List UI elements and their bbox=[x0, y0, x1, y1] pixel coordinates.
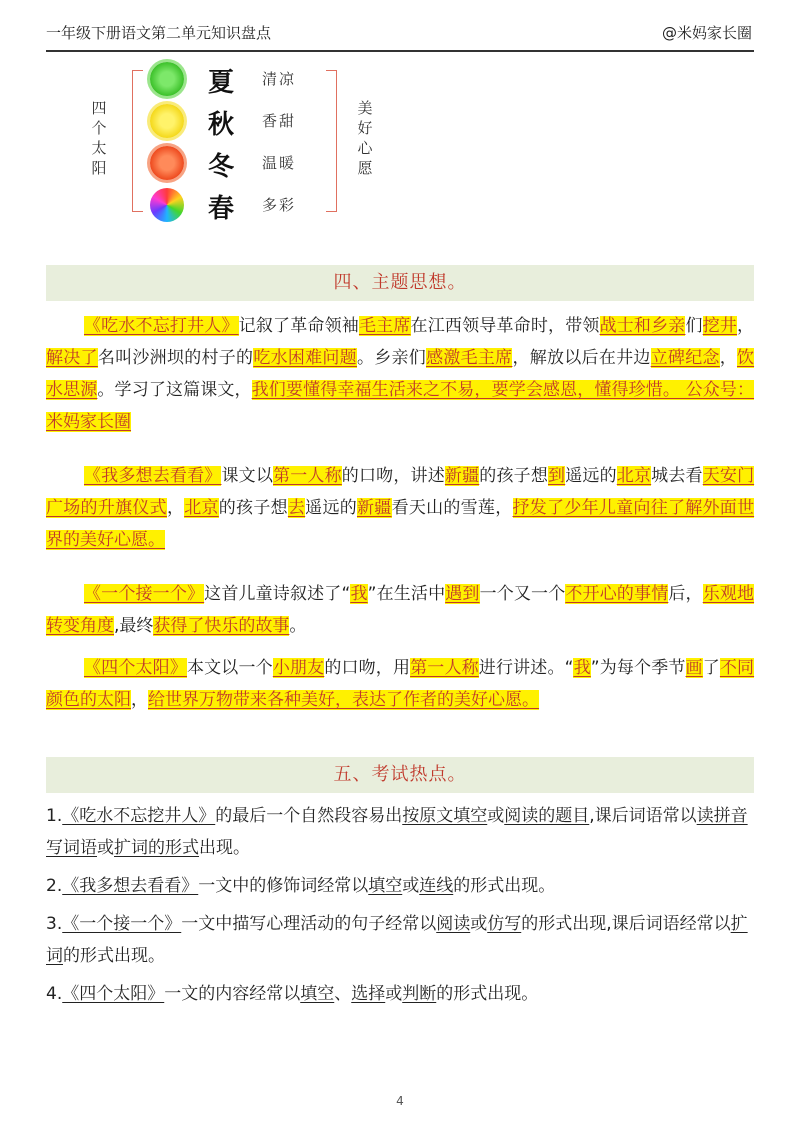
left-label-char: 四 bbox=[91, 99, 107, 117]
paragraph-yige-jie-yige bbox=[46, 578, 754, 642]
highlighted-text: 我 bbox=[573, 658, 591, 678]
text-run: 3. bbox=[46, 914, 63, 934]
left-label-char: 阳 bbox=[91, 159, 107, 177]
green-sun-icon bbox=[150, 62, 184, 96]
four-suns-diagram bbox=[90, 62, 390, 222]
highlighted-text: 新疆 bbox=[357, 498, 392, 518]
highlighted-text: 遇到 bbox=[445, 584, 480, 604]
text-run: 的口吻，用 bbox=[324, 658, 411, 678]
text-run: 、 bbox=[334, 984, 352, 1004]
exam-point-item bbox=[46, 908, 754, 972]
header-brand: @米妈家长圈 bbox=[661, 24, 752, 42]
text-run: 了 bbox=[702, 658, 720, 678]
highlighted-text: 我 bbox=[350, 584, 368, 604]
text-run: 的口吻，讲述 bbox=[341, 466, 445, 486]
rainbow-sun-icon bbox=[150, 188, 184, 222]
text-run: 或 bbox=[470, 914, 488, 934]
text-run: 们 bbox=[685, 316, 703, 336]
exam-points-list bbox=[46, 800, 754, 1016]
highlighted-text: 《我多想去看看》 bbox=[84, 466, 222, 486]
highlighted-text: 我们要懂得幸福生活来之不易，要学会感恩，懂得珍惜。 公众号：米妈家长圈 bbox=[46, 380, 755, 432]
season-autumn: 秋 bbox=[208, 110, 235, 140]
underlined-text: 仿写 bbox=[487, 914, 522, 934]
paragraph-chishui bbox=[46, 310, 754, 438]
highlighted-text: 画 bbox=[685, 658, 703, 678]
right-label-char: 好 bbox=[357, 119, 373, 137]
text-run: 或 bbox=[97, 838, 114, 858]
text-run: 的形式出现。 bbox=[453, 876, 556, 896]
text-run: 这首儿童诗叙述了“ bbox=[204, 584, 351, 604]
text-run: ,最终 bbox=[114, 616, 154, 636]
left-bracket bbox=[132, 70, 143, 212]
underlined-text: 选择 bbox=[351, 984, 386, 1004]
left-label-char: 太 bbox=[91, 139, 107, 157]
text-run: 或 bbox=[402, 876, 420, 896]
text-run: ， bbox=[719, 348, 738, 368]
right-vertical-label bbox=[356, 98, 374, 178]
text-run: 1. bbox=[46, 806, 63, 826]
highlighted-text: 北京 bbox=[616, 466, 652, 486]
underlined-text: 扩词的形式 bbox=[114, 838, 199, 858]
highlighted-text: 到 bbox=[548, 466, 566, 486]
highlighted-text: 获得了快乐的故事 bbox=[153, 616, 290, 636]
text-run: 遥远的 bbox=[565, 466, 617, 486]
highlighted-text: 北京 bbox=[184, 498, 219, 518]
highlighted-text: 新疆 bbox=[444, 466, 480, 486]
highlighted-text: 去 bbox=[287, 498, 306, 518]
highlighted-text: 《一个接一个》 bbox=[84, 584, 205, 604]
paragraph-wo-duo-xiang bbox=[46, 460, 754, 556]
section4-title: 四、主题思想。 bbox=[46, 265, 754, 301]
underlined-text: 按原文填空 bbox=[402, 806, 488, 826]
text-run: 或 bbox=[385, 984, 403, 1004]
text-run: 进行讲述。“ bbox=[478, 658, 574, 678]
text-run: ， bbox=[131, 690, 148, 710]
right-label-char: 愿 bbox=[357, 159, 373, 177]
highlighted-text: 解决了 bbox=[46, 348, 98, 368]
right-label-char: 心 bbox=[357, 139, 373, 157]
text-run: 的形式出现,课后词语经常以 bbox=[521, 914, 731, 934]
highlighted-text: 毛主席 bbox=[358, 316, 411, 336]
text-run: ， bbox=[737, 316, 755, 336]
exam-point-item bbox=[46, 870, 754, 902]
text-run: 或 bbox=[487, 806, 505, 826]
exam-point-item bbox=[46, 800, 754, 864]
right-label-char: 美 bbox=[357, 99, 373, 117]
text-run: 遥远的 bbox=[305, 498, 357, 518]
highlighted-text: 挖井 bbox=[702, 316, 738, 336]
text-run: 一文的内容经常以 bbox=[164, 984, 301, 1004]
highlighted-text: 吃水困难问题 bbox=[253, 348, 357, 368]
text-run: ，解放以后在井边 bbox=[512, 348, 651, 368]
text-run: ”为每个季节 bbox=[590, 658, 686, 678]
right-bracket bbox=[326, 70, 337, 212]
underlined-text: 判断 bbox=[402, 984, 437, 1004]
underlined-text: 阅读 bbox=[436, 914, 471, 934]
underlined-text: 连线 bbox=[419, 876, 454, 896]
text-run: 在江西领导革命时，带领 bbox=[410, 316, 600, 336]
text-run: 出现。 bbox=[199, 838, 250, 858]
text-run: 看天山的雪莲， bbox=[391, 498, 513, 518]
text-run: 后， bbox=[668, 584, 703, 604]
highlighted-text: 给世界万物带来各种美好，表达了作者的美好心愿。 bbox=[148, 690, 539, 710]
highlighted-text: 第一人称 bbox=[410, 658, 479, 678]
text-run: 的最后一个自然段容易出 bbox=[215, 806, 403, 826]
highlighted-text: 感激毛主席 bbox=[426, 348, 513, 368]
text-run: 。 bbox=[289, 616, 307, 636]
page-number: 4 bbox=[396, 1094, 404, 1108]
season-spring: 春 bbox=[208, 194, 235, 224]
underlined-text: 阅读的题目 bbox=[504, 806, 590, 826]
text-run: 一文中的修饰词经常以 bbox=[198, 876, 369, 896]
highlighted-text: 饮水思源 bbox=[46, 348, 755, 400]
season-winter: 冬 bbox=[208, 152, 235, 182]
highlighted-text: 第一人称 bbox=[273, 466, 342, 486]
text-run: 的形式出现。 bbox=[63, 946, 165, 966]
paragraph-sige-taiyang bbox=[46, 652, 754, 716]
underlined-text: 扩词 bbox=[46, 914, 748, 966]
text-run: 4. bbox=[46, 984, 63, 1004]
yellow-sun-icon bbox=[150, 104, 184, 138]
wish-autumn: 香甜 bbox=[262, 112, 297, 130]
text-run: 2. bbox=[46, 876, 63, 896]
highlighted-text: 不开心的事情 bbox=[565, 584, 669, 604]
text-run: 一文中描写心理活动的句子经常以 bbox=[181, 914, 437, 934]
text-run: 一个又一个 bbox=[479, 584, 566, 604]
text-run: 本文以一个 bbox=[186, 658, 273, 678]
underlined-text: 读拼音写词语 bbox=[46, 806, 748, 858]
highlighted-text: 立碑纪念 bbox=[650, 348, 720, 368]
text-run: 的孩子想 bbox=[218, 498, 288, 518]
wish-spring: 多彩 bbox=[262, 196, 297, 214]
text-run: 的孩子想 bbox=[479, 466, 549, 486]
text-run: 的形式出现。 bbox=[436, 984, 539, 1004]
text-run: 课文以 bbox=[221, 466, 274, 486]
text-run: ， bbox=[166, 498, 185, 518]
page-header bbox=[46, 20, 754, 52]
exam-point-item bbox=[46, 978, 754, 1010]
text-run: ,课后词语常以 bbox=[589, 806, 697, 826]
highlighted-text: 不同颜色的太阳 bbox=[46, 658, 755, 710]
section5-title: 五、考试热点。 bbox=[46, 757, 754, 793]
underlined-text: 填空 bbox=[368, 876, 403, 896]
season-summer: 夏 bbox=[208, 68, 235, 98]
highlighted-text: 战士和乡亲 bbox=[599, 316, 686, 336]
left-label-char: 个 bbox=[91, 119, 107, 137]
highlighted-text: 乐观地转变角度 bbox=[46, 584, 755, 636]
highlighted-text: 《吃水不忘打井人》 bbox=[84, 316, 239, 336]
highlighted-text: 小朋友 bbox=[272, 658, 325, 678]
text-run: 名叫沙洲坝的村子的 bbox=[97, 348, 254, 368]
underlined-text: 《一个接一个》 bbox=[62, 914, 182, 934]
highlighted-text: 抒发了少年儿童向往了解外面世界的美好心愿。 bbox=[46, 498, 755, 550]
wish-winter: 温暖 bbox=[262, 154, 297, 172]
left-vertical-label bbox=[90, 98, 108, 178]
highlighted-text: 天安门广场的升旗仪式 bbox=[46, 466, 755, 518]
underlined-text: 《吃水不忘挖井人》 bbox=[62, 806, 216, 826]
text-run: 。乡亲们 bbox=[356, 348, 427, 368]
header-title: 一年级下册语文第二单元知识盘点 bbox=[46, 24, 272, 42]
wish-summer: 清凉 bbox=[262, 70, 297, 88]
underlined-text: 填空 bbox=[300, 984, 335, 1004]
highlighted-text: 《四个太阳》 bbox=[84, 658, 187, 678]
text-run: 记叙了革命领袖 bbox=[238, 316, 359, 336]
text-run: 城去看 bbox=[651, 466, 703, 486]
orange-sun-icon bbox=[150, 146, 184, 180]
text-run: ”在生活中 bbox=[367, 584, 446, 604]
text-run: 。学习了这篇课文， bbox=[97, 380, 252, 400]
underlined-text: 《我多想去看看》 bbox=[62, 876, 199, 896]
underlined-text: 《四个太阳》 bbox=[62, 984, 165, 1004]
